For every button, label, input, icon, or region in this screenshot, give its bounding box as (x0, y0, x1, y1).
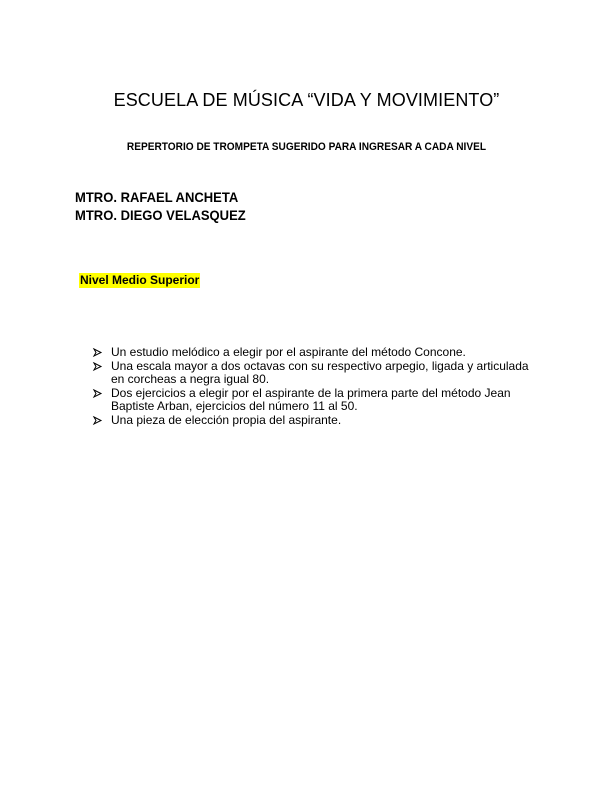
arrowhead-bullet-icon (92, 346, 104, 359)
teachers-block (75, 188, 246, 224)
requirement-text: Dos ejercicios a elegir por el aspirante de la primera parte del método Jean Baptiste Arban, ejercicios del número 11 al 50. (111, 385, 511, 413)
requirement-text: Una escala mayor a dos octavas con su respectivo arpegio, ligada y articulada en corcheas a negra igual 80. (111, 358, 529, 386)
school-title: ESCUELA DE MÚSICA “VIDA Y MOVIMIENTO” (113, 90, 500, 110)
requirements-list (92, 346, 532, 427)
teacher-name: MTRO. DIEGO VELASQUEZ (75, 207, 246, 223)
list-item (92, 387, 532, 414)
list-item (92, 346, 532, 360)
arrowhead-bullet-icon (92, 414, 104, 427)
arrowhead-bullet-icon (92, 360, 104, 373)
repertoire-subtitle: REPERTORIO DE TROMPETA SUGERIDO PARA INGRESAR A CADA NIVEL (126, 141, 487, 153)
list-item (92, 360, 532, 387)
requirement-text: Una pieza de elección propia del aspirante. (111, 412, 342, 427)
arrowhead-bullet-icon (92, 387, 104, 400)
teacher-name: MTRO. RAFAEL ANCHETA (75, 189, 239, 205)
requirement-text: Un estudio melódico a elegir por el aspirante del método Concone. (111, 345, 466, 359)
level-heading: Nivel Medio Superior (80, 273, 200, 287)
list-item (92, 414, 532, 428)
